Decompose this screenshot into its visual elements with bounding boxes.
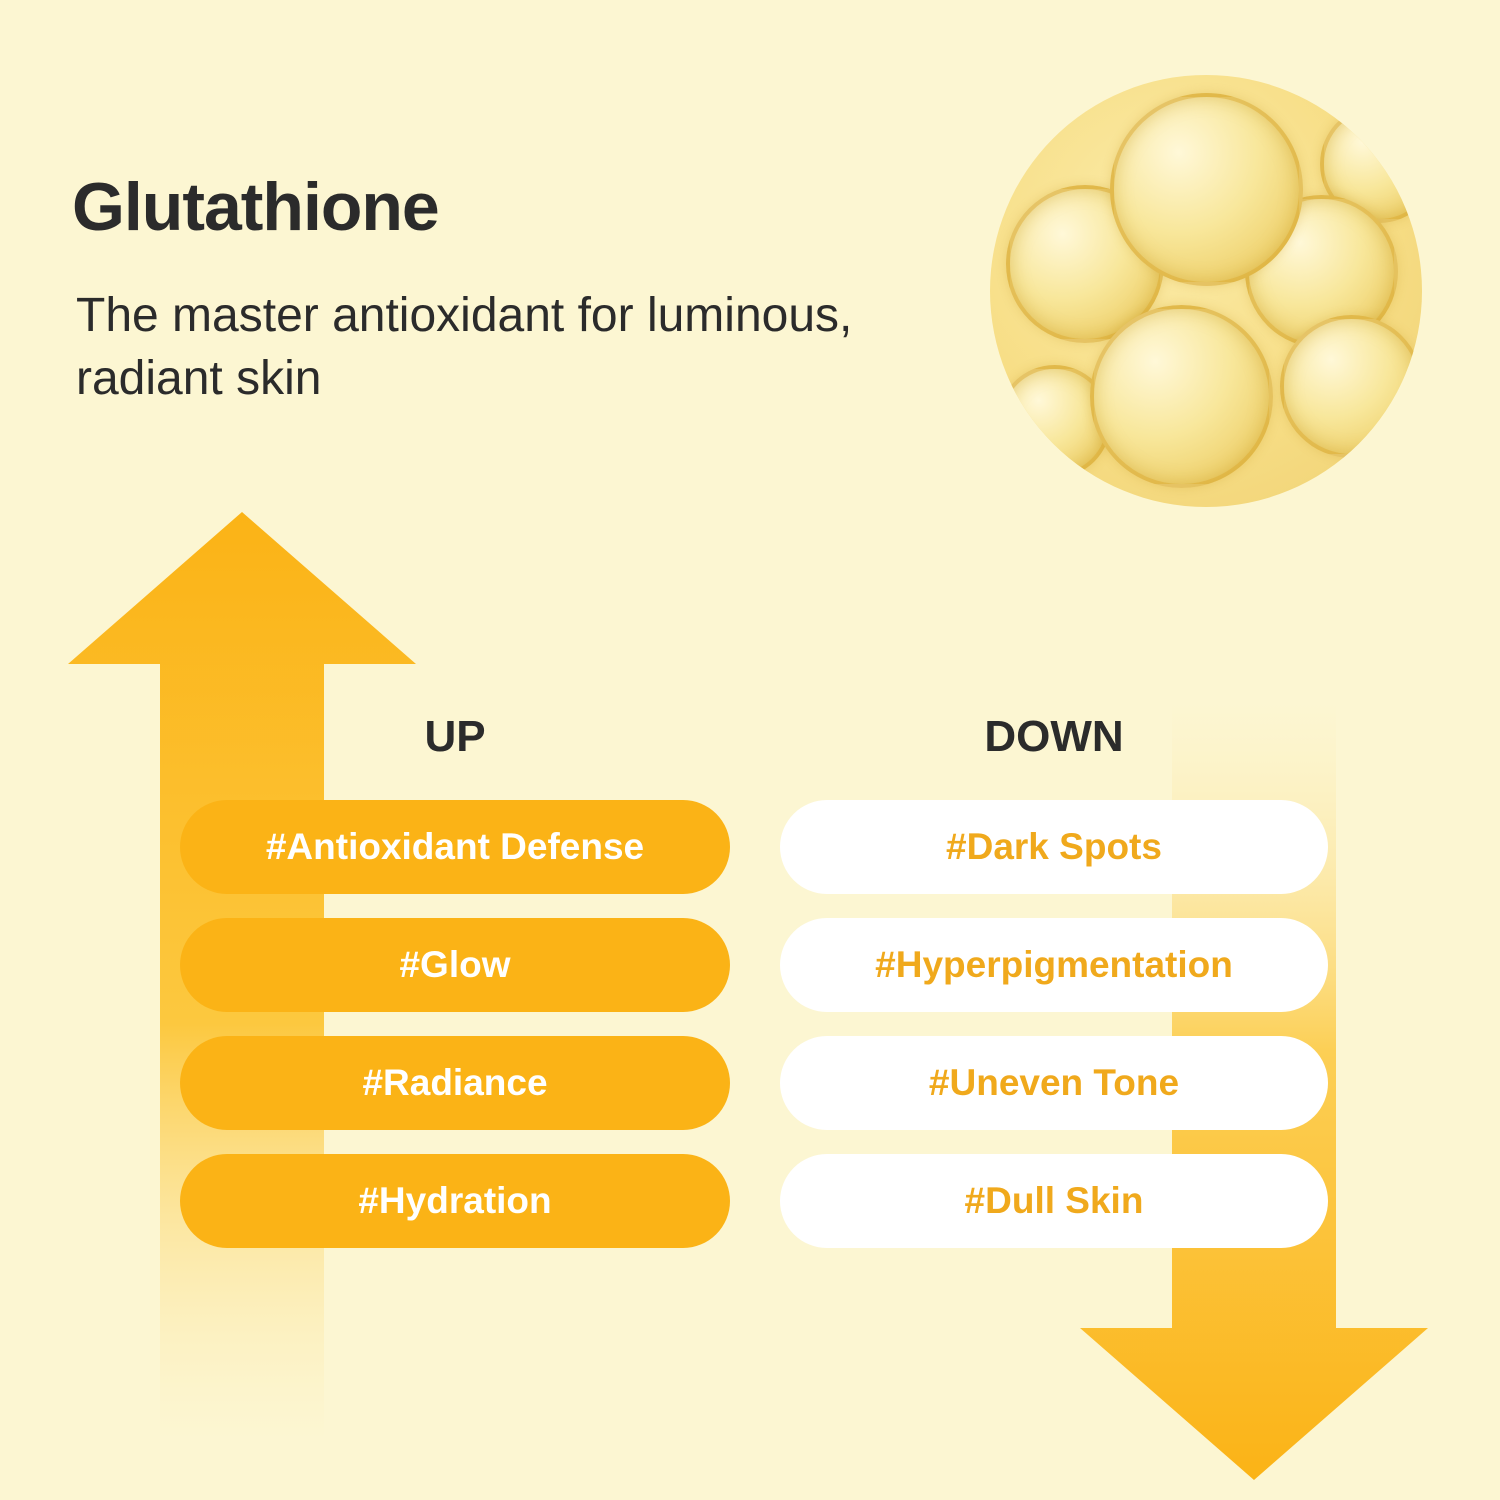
list-item: #Dark Spots [780,800,1328,894]
list-item: #Radiance [180,1036,730,1130]
benefits-list-up [180,800,730,1248]
column-heading-up: UP [424,712,486,761]
bubble-icon [1110,93,1303,286]
list-item: #Glow [180,918,730,1012]
page-subtitle: The master antioxidant for luminous, radiant skin [76,289,853,406]
list-item: #Antioxidant Defense [180,800,730,894]
bubble-icon [1280,315,1422,458]
concerns-list-down [780,800,1328,1248]
list-item: #Hydration [180,1154,730,1248]
list-item: #Uneven Tone [780,1036,1328,1130]
page-title: Glutathione [72,169,439,245]
list-item: #Hyperpigmentation [780,918,1328,1012]
capsule-bubbles-photo [990,75,1422,507]
column-heading-down: DOWN [984,712,1124,761]
list-item: #Dull Skin [780,1154,1328,1248]
bubble-icon [1090,305,1273,488]
